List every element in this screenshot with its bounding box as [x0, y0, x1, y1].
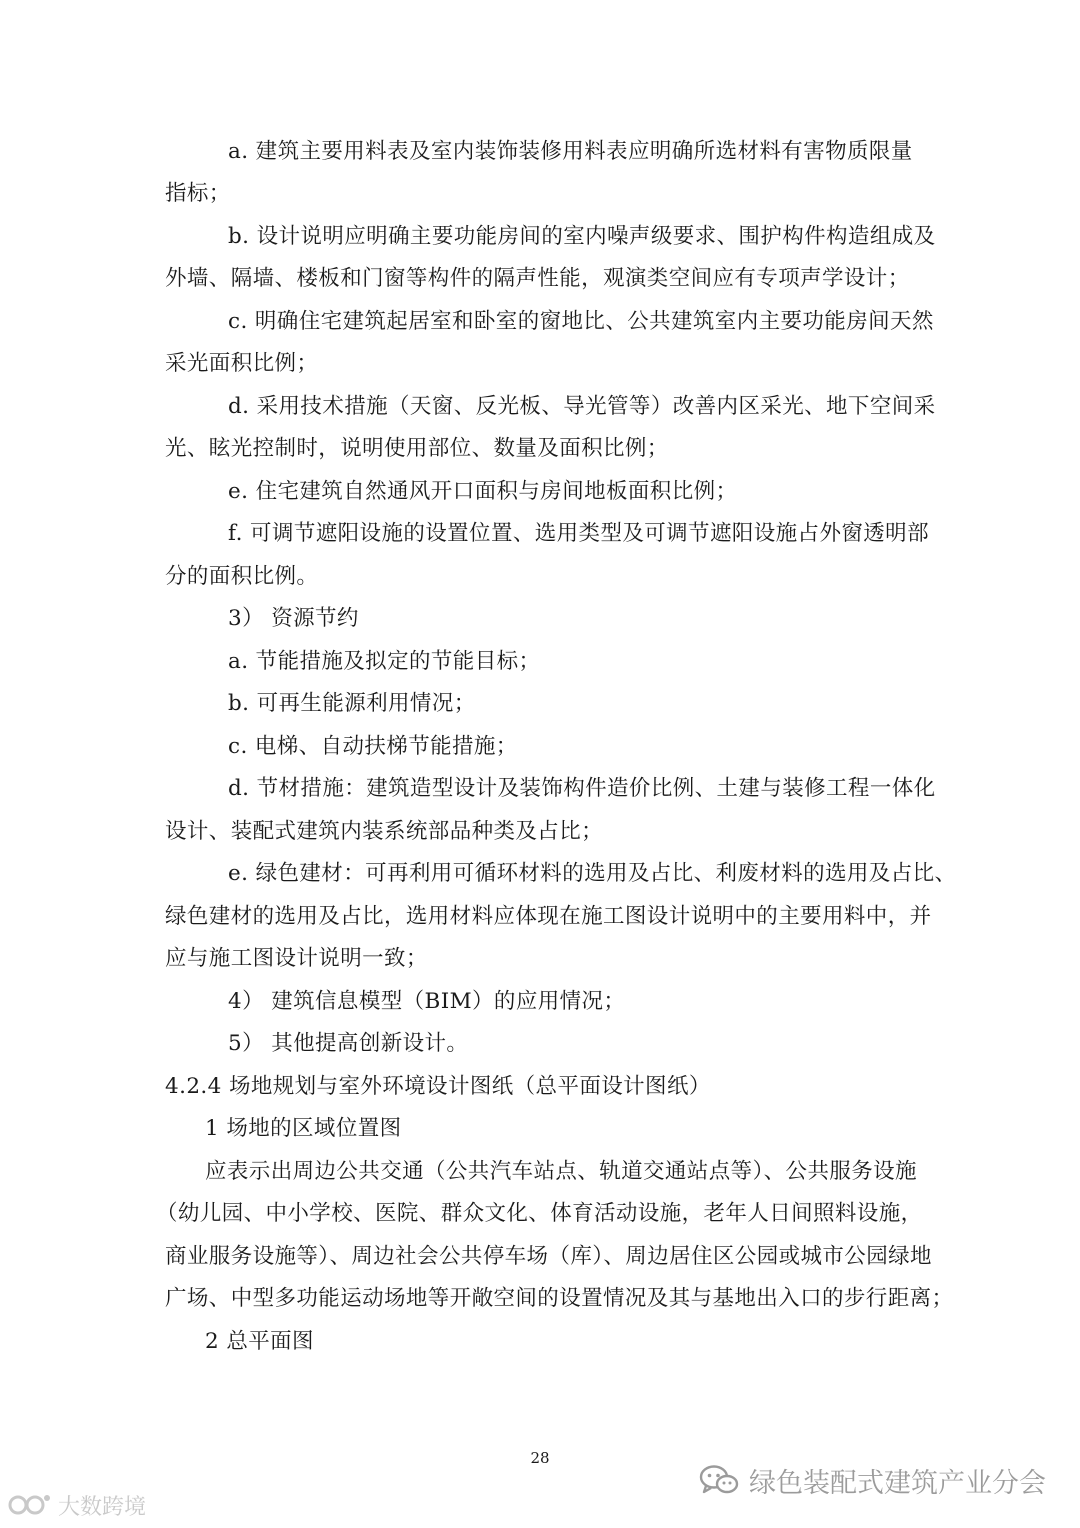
text-line: e. 住宅建筑自然通风开口面积与房间地板面积比例； — [228, 479, 738, 504]
text-line: d. 采用技术措施（天窗、反光板、导光管等）改善内区采光、地下空间采 — [228, 394, 936, 419]
text-line: b. 设计说明应明确主要功能房间的室内噪声级要求、围护构件构造组成及 — [228, 224, 936, 249]
text-line: 应表示出周边公共交通（公共汽车站点、轨道交通站点等）、公共服务设施 — [205, 1159, 917, 1184]
section-heading: 4.2.4 场地规划与室外环境设计图纸（总平面设计图纸） — [165, 1074, 711, 1099]
subsection-heading: 1 场地的区域位置图 — [205, 1116, 402, 1141]
text-line: f. 可调节遮阳设施的设置位置、选用类型及可调节遮阳设施占外窗透明部 — [228, 521, 929, 546]
text-line: 商业服务设施等）、周边社会公共停车场（库）、周边居住区公园或城市公园绿地 — [165, 1244, 932, 1269]
subsection-heading: 2 总平面图 — [205, 1329, 314, 1354]
text-line: a. 建筑主要用料表及室内装饰装修用料表应明确所选材料有害物质限量 — [228, 139, 913, 164]
text-line: a. 节能措施及拟定的节能目标； — [228, 649, 541, 674]
text-line: b. 可再生能源利用情况； — [228, 691, 476, 716]
watermark-brand — [8, 1490, 146, 1520]
text-line: c. 电梯、自动扶梯节能措施； — [228, 734, 518, 759]
page-number: 28 — [530, 1449, 550, 1467]
text-line: 绿色建材的选用及占比，选用材料应体现在施工图设计说明中的主要用料中，并 — [165, 904, 932, 929]
text-line: 5） 其他提高创新设计。 — [228, 1031, 469, 1056]
text-line: d. 节材措施：建筑造型设计及装饰构件造价比例、土建与装修工程一体化 — [228, 776, 936, 801]
watermark-wechat — [699, 1458, 1046, 1502]
text-line: 光、眩光控制时，说明使用部位、数量及面积比例； — [165, 436, 669, 461]
logo-icon — [8, 1492, 52, 1518]
text-line: 指标； — [165, 181, 231, 206]
text-line: 3） 资源节约 — [228, 606, 359, 631]
text-line: 应与施工图设计说明一致； — [165, 946, 428, 971]
text-line: 4） 建筑信息模型（BIM）的应用情况； — [228, 989, 626, 1014]
text-line: 分的面积比例。 — [165, 564, 319, 589]
watermark-text: 绿色装配式建筑产业分会 — [749, 1467, 1046, 1499]
text-line: 设计、装配式建筑内装系统部品种类及占比； — [165, 819, 604, 844]
text-line: 广场、中型多功能运动场地等开敞空间的设置情况及其与基地出入口的步行距离； — [165, 1286, 954, 1311]
text-line: 采光面积比例； — [165, 351, 319, 376]
text-line: e. 绿色建材：可再利用可循环材料的选用及占比、利废材料的选用及占比、 — [228, 861, 957, 886]
text-line: c. 明确住宅建筑起居室和卧室的窗地比、公共建筑室内主要功能房间天然 — [228, 309, 934, 334]
wechat-icon — [699, 1463, 739, 1497]
text-line: 外墙、隔墙、楼板和门窗等构件的隔声性能，观演类空间应有专项声学设计； — [165, 266, 910, 291]
brand-text: 大数跨境 — [58, 1494, 147, 1520]
text-line: （幼儿园、中小学校、医院、群众文化、体育活动设施，老年人日间照料设施， — [156, 1201, 923, 1226]
